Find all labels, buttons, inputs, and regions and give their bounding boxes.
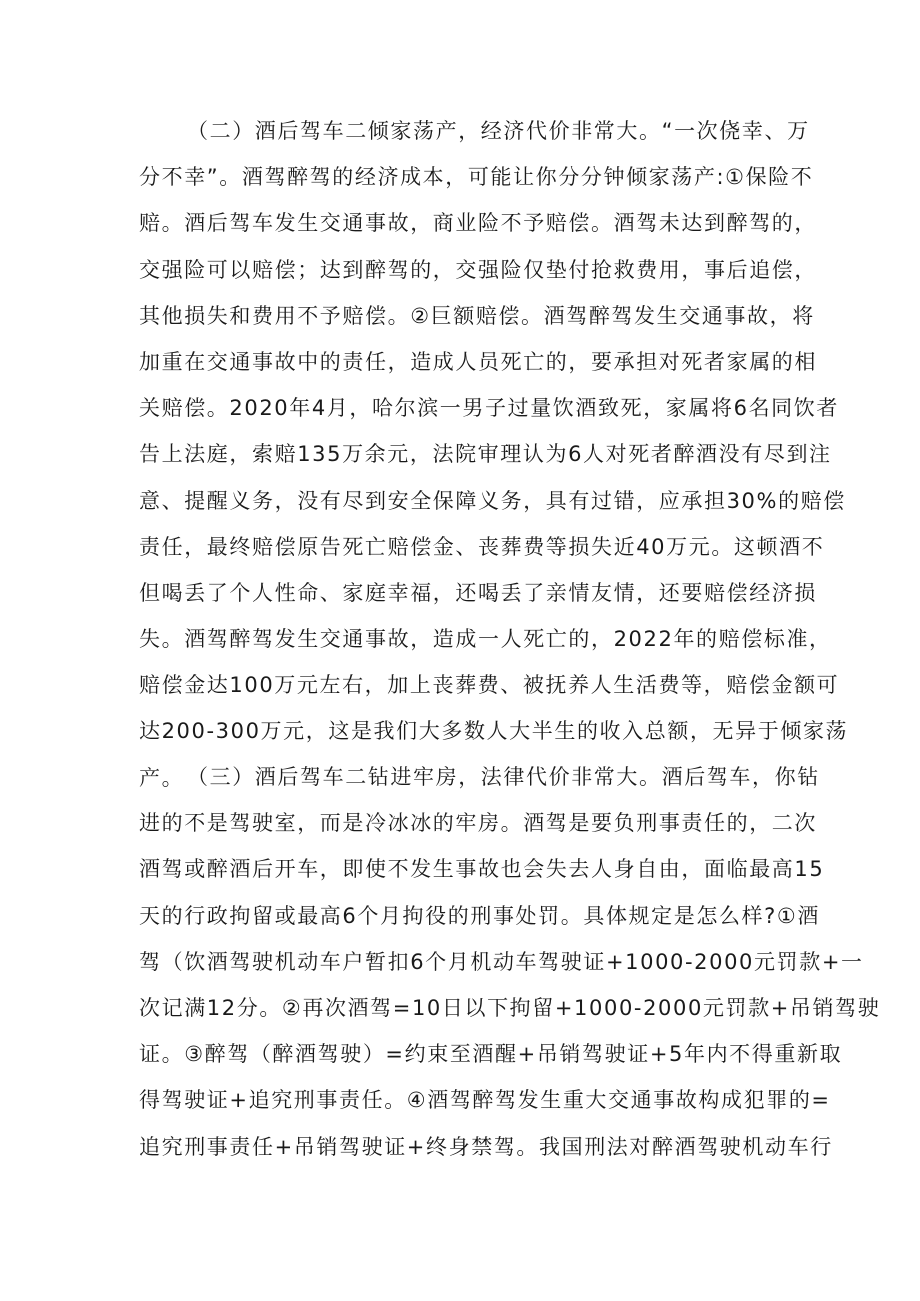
- text-line: 其他损失和费用不予赔偿。②巨额赔偿。酒驾醉驾发生交通事故，将: [139, 303, 815, 328]
- text-line: （二）酒后驾车二倾家荡产，经济代价非常大。“一次侥幸、万: [187, 119, 810, 143]
- text-line: 达200-300万元，这是我们大多数人大半生的收入总额，无异于倾家荡: [139, 719, 849, 744]
- text-line: 证。③醉驾（醉酒驾驶）=约束至酒醒+吊销驾驶证+5年内不得重新取: [139, 1042, 843, 1067]
- text-line: 产。: [139, 765, 185, 790]
- paragraph-economic-cost: [139, 108, 849, 801]
- text-line: 加重在交通事故中的责任，造成人员死亡的，要承担对死者家属的相: [139, 349, 817, 374]
- text-line: 追究刑事责任+吊销驾驶证+终身禁驾。我国刑法对醉酒驾驶机动车行: [139, 1134, 833, 1159]
- text-line: 天的行政拘留或最高6个月拘役的刑事处罚。具体规定是怎么样?①酒: [139, 903, 820, 928]
- text-line: 关赔偿。2020年4月，哈尔滨一男子过量饮酒致死，家属将6名同饮者: [139, 396, 839, 421]
- text-line: （三）酒后驾车二钻进牢房，法律代价非常大。酒后驾车，你钻: [187, 765, 820, 789]
- text-line: 但喝丢了个人性命、家庭幸福，还喝丢了亲情友情，还要赔偿经济损: [139, 580, 817, 605]
- text-line: 次记满12分。②再次酒驾=10日以下拘留+1000-2000元罚款+吊销驾驶: [139, 995, 881, 1020]
- text-line: 交强险可以赔偿；达到醉驾的，交强险仅垫付抢救费用，事后追偿，: [139, 257, 817, 282]
- text-line: 责任，最终赔偿原告死亡赔偿金、丧葬费等损失近40万元。这顿酒不: [139, 534, 825, 559]
- text-line: 进的不是驾驶室，而是冷冰冰的牢房。酒驾是要负刑事责任的，二次: [139, 811, 817, 836]
- text-line: 酒驾或醉酒后开车，即使不发生事故也会失去人身自由，面临最高15: [139, 857, 825, 882]
- text-line: 得驾驶证+追究刑事责任。④酒驾醉驾发生重大交通事故构成犯罪的=: [139, 1088, 831, 1113]
- text-line: 失。酒驾醉驾发生交通事故，造成一人死亡的，2022年的赔偿标准，: [139, 627, 832, 652]
- text-line: 意、提醒义务，没有尽到安全保障义务，具有过错，应承担30%的赔偿: [139, 488, 846, 513]
- text-line: 告上法庭，索赔135万余元，法院审理认为6人对死者醉酒没有尽到注: [139, 442, 832, 467]
- text-line: 驾（饮酒驾驶机动车户暂扣6个月机动车驾驶证+1000-2000元罚款+一: [139, 949, 864, 974]
- text-line: 分不幸”。酒驾醉驾的经济成本，可能让你分分钟倾家荡产:①保险不: [139, 165, 814, 190]
- paragraph-legal-cost: [139, 754, 881, 1170]
- text-line: 赔偿金达100万元左右，加上丧葬费、被抚养人生活费等，赔偿金额可: [139, 673, 840, 698]
- text-line: 赔。酒后驾车发生交通事故，商业险不予赔偿。酒驾未达到醉驾的，: [139, 211, 817, 236]
